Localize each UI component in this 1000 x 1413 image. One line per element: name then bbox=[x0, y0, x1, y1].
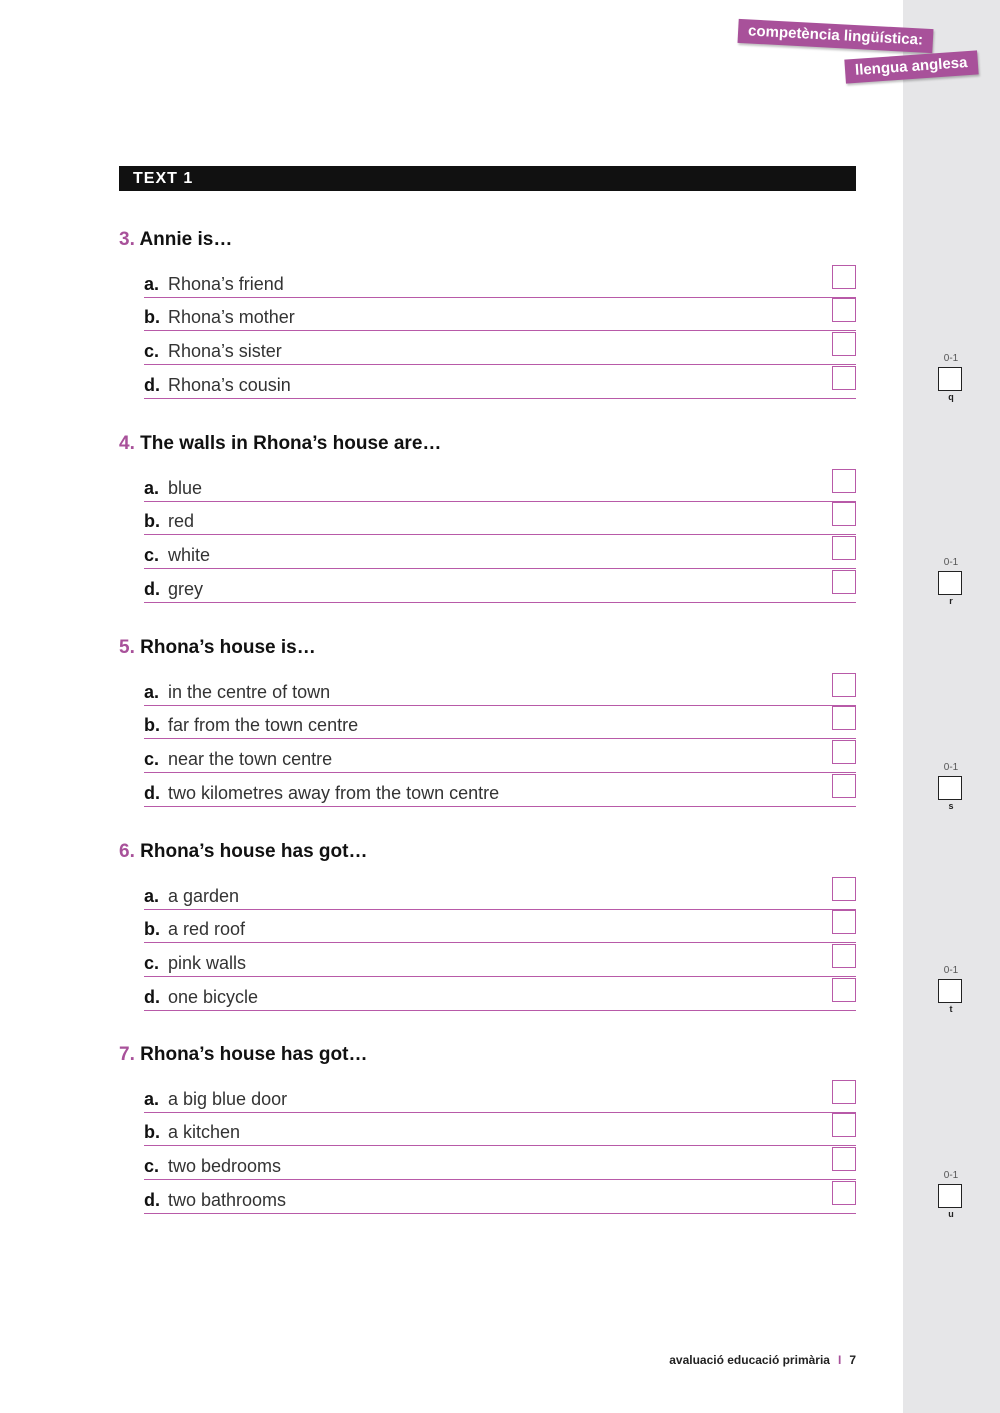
answer-checkbox[interactable] bbox=[832, 366, 856, 390]
question-3 bbox=[119, 227, 856, 395]
option-c bbox=[144, 536, 856, 569]
option-text: near the town centre bbox=[168, 749, 333, 769]
question-6 bbox=[119, 839, 856, 1007]
option-letter: d. bbox=[144, 375, 160, 395]
score-code: s bbox=[948, 801, 954, 811]
question-4 bbox=[119, 431, 856, 599]
score-box-u bbox=[938, 1170, 964, 1219]
option-c bbox=[144, 944, 856, 977]
answer-checkbox[interactable] bbox=[832, 774, 856, 798]
question-title bbox=[119, 635, 856, 661]
section-title-bar: TEXT 1 bbox=[119, 166, 856, 191]
score-code: t bbox=[949, 1004, 953, 1014]
question-title bbox=[119, 1042, 856, 1068]
option-text: a kitchen bbox=[168, 1122, 241, 1142]
answer-checkbox[interactable] bbox=[832, 910, 856, 934]
option-letter: d. bbox=[144, 987, 160, 1007]
option-a bbox=[144, 1080, 856, 1113]
footer-separator: I bbox=[837, 1353, 842, 1367]
option-d bbox=[144, 978, 856, 1011]
question-number: 7. bbox=[119, 1044, 135, 1065]
subject-tag-llengua: llengua anglesa bbox=[844, 50, 978, 83]
question-title bbox=[119, 227, 856, 253]
option-letter: a. bbox=[144, 274, 160, 294]
option-letter: c. bbox=[144, 749, 160, 769]
option-b bbox=[144, 502, 856, 535]
answer-checkbox[interactable] bbox=[832, 332, 856, 356]
score-box-s bbox=[938, 762, 964, 811]
option-letter: b. bbox=[144, 715, 160, 735]
option-text: in the centre of town bbox=[168, 682, 331, 702]
option-d bbox=[144, 570, 856, 603]
option-text: two bedrooms bbox=[168, 1156, 282, 1176]
option-a bbox=[144, 469, 856, 502]
score-input[interactable] bbox=[938, 979, 962, 1003]
option-c bbox=[144, 1147, 856, 1180]
question-7 bbox=[119, 1042, 856, 1210]
option-letter: b. bbox=[144, 511, 160, 531]
question-5 bbox=[119, 635, 856, 803]
option-text: red bbox=[168, 511, 195, 531]
question-title bbox=[119, 431, 856, 457]
option-b bbox=[144, 1113, 856, 1146]
option-b bbox=[144, 910, 856, 943]
option-a bbox=[144, 265, 856, 298]
answer-checkbox[interactable] bbox=[832, 298, 856, 322]
option-letter: d. bbox=[144, 1190, 160, 1210]
answer-checkbox[interactable] bbox=[832, 1181, 856, 1205]
option-text: a red roof bbox=[168, 919, 246, 939]
answer-checkbox[interactable] bbox=[832, 265, 856, 289]
score-code: r bbox=[949, 596, 953, 606]
answer-checkbox[interactable] bbox=[832, 706, 856, 730]
score-range: 0-1 bbox=[943, 965, 959, 976]
score-range: 0-1 bbox=[943, 1170, 959, 1181]
answer-checkbox[interactable] bbox=[832, 502, 856, 526]
score-input[interactable] bbox=[938, 1184, 962, 1208]
option-text: far from the town centre bbox=[168, 715, 359, 735]
question-text: The walls in Rhona’s house are… bbox=[140, 433, 442, 454]
option-letter: b. bbox=[144, 307, 160, 327]
subject-tag-competencia: competència lingüística: bbox=[738, 19, 934, 53]
option-b bbox=[144, 298, 856, 331]
answer-checkbox[interactable] bbox=[832, 978, 856, 1002]
question-text: Rhona’s house has got… bbox=[140, 841, 368, 862]
option-letter: c. bbox=[144, 545, 160, 565]
option-letter: a. bbox=[144, 886, 160, 906]
option-text: one bicycle bbox=[168, 987, 259, 1007]
page-footer bbox=[669, 1353, 856, 1367]
option-d bbox=[144, 774, 856, 807]
page-number: 7 bbox=[849, 1353, 856, 1367]
score-range: 0-1 bbox=[943, 353, 959, 364]
option-a bbox=[144, 673, 856, 706]
score-code: q bbox=[948, 392, 954, 402]
option-letter: d. bbox=[144, 783, 160, 803]
option-text: two bathrooms bbox=[168, 1190, 287, 1210]
option-text: a garden bbox=[168, 886, 240, 906]
question-number: 3. bbox=[119, 229, 135, 250]
score-box-q bbox=[938, 353, 964, 402]
option-b bbox=[144, 706, 856, 739]
question-text: Rhona’s house is… bbox=[140, 637, 316, 658]
question-text: Rhona’s house has got… bbox=[140, 1044, 368, 1065]
option-text: white bbox=[168, 545, 211, 565]
score-input[interactable] bbox=[938, 367, 962, 391]
question-number: 5. bbox=[119, 637, 135, 658]
option-a bbox=[144, 877, 856, 910]
question-number: 6. bbox=[119, 841, 135, 862]
option-text: a big blue door bbox=[168, 1089, 288, 1109]
option-letter: a. bbox=[144, 1089, 160, 1109]
answer-checkbox[interactable] bbox=[832, 536, 856, 560]
option-letter: a. bbox=[144, 478, 160, 498]
answer-checkbox[interactable] bbox=[832, 1080, 856, 1104]
answer-checkbox[interactable] bbox=[832, 944, 856, 968]
option-text: pink walls bbox=[168, 953, 247, 973]
question-title bbox=[119, 839, 856, 865]
option-letter: a. bbox=[144, 682, 160, 702]
option-letter: d. bbox=[144, 579, 160, 599]
option-text: Rhona’s cousin bbox=[168, 375, 291, 395]
answer-checkbox[interactable] bbox=[832, 1113, 856, 1137]
option-letter: c. bbox=[144, 341, 160, 361]
answer-checkbox[interactable] bbox=[832, 570, 856, 594]
option-d bbox=[144, 366, 856, 399]
option-c bbox=[144, 332, 856, 365]
option-text: blue bbox=[168, 478, 203, 498]
question-number: 4. bbox=[119, 433, 135, 454]
score-range: 0-1 bbox=[943, 557, 959, 568]
score-box-r bbox=[938, 557, 964, 606]
score-box-t bbox=[938, 965, 964, 1014]
option-letter: b. bbox=[144, 919, 160, 939]
score-input[interactable] bbox=[938, 571, 962, 595]
score-range: 0-1 bbox=[943, 762, 959, 773]
answer-checkbox[interactable] bbox=[832, 877, 856, 901]
footer-text: avaluació educació primària bbox=[669, 1353, 830, 1367]
answer-checkbox[interactable] bbox=[832, 740, 856, 764]
option-d bbox=[144, 1181, 856, 1214]
score-code: u bbox=[948, 1209, 954, 1219]
option-text: two kilometres away from the town centre bbox=[168, 783, 500, 803]
answer-checkbox[interactable] bbox=[832, 673, 856, 697]
option-letter: b. bbox=[144, 1122, 160, 1142]
option-c bbox=[144, 740, 856, 773]
option-letter: c. bbox=[144, 1156, 160, 1176]
answer-checkbox[interactable] bbox=[832, 469, 856, 493]
option-text: Rhona’s friend bbox=[168, 274, 284, 294]
option-text: Rhona’s sister bbox=[168, 341, 282, 361]
option-text: Rhona’s mother bbox=[168, 307, 295, 327]
score-input[interactable] bbox=[938, 776, 962, 800]
answer-checkbox[interactable] bbox=[832, 1147, 856, 1171]
option-text: grey bbox=[168, 579, 204, 599]
option-letter: c. bbox=[144, 953, 160, 973]
question-text: Annie is… bbox=[139, 229, 233, 250]
